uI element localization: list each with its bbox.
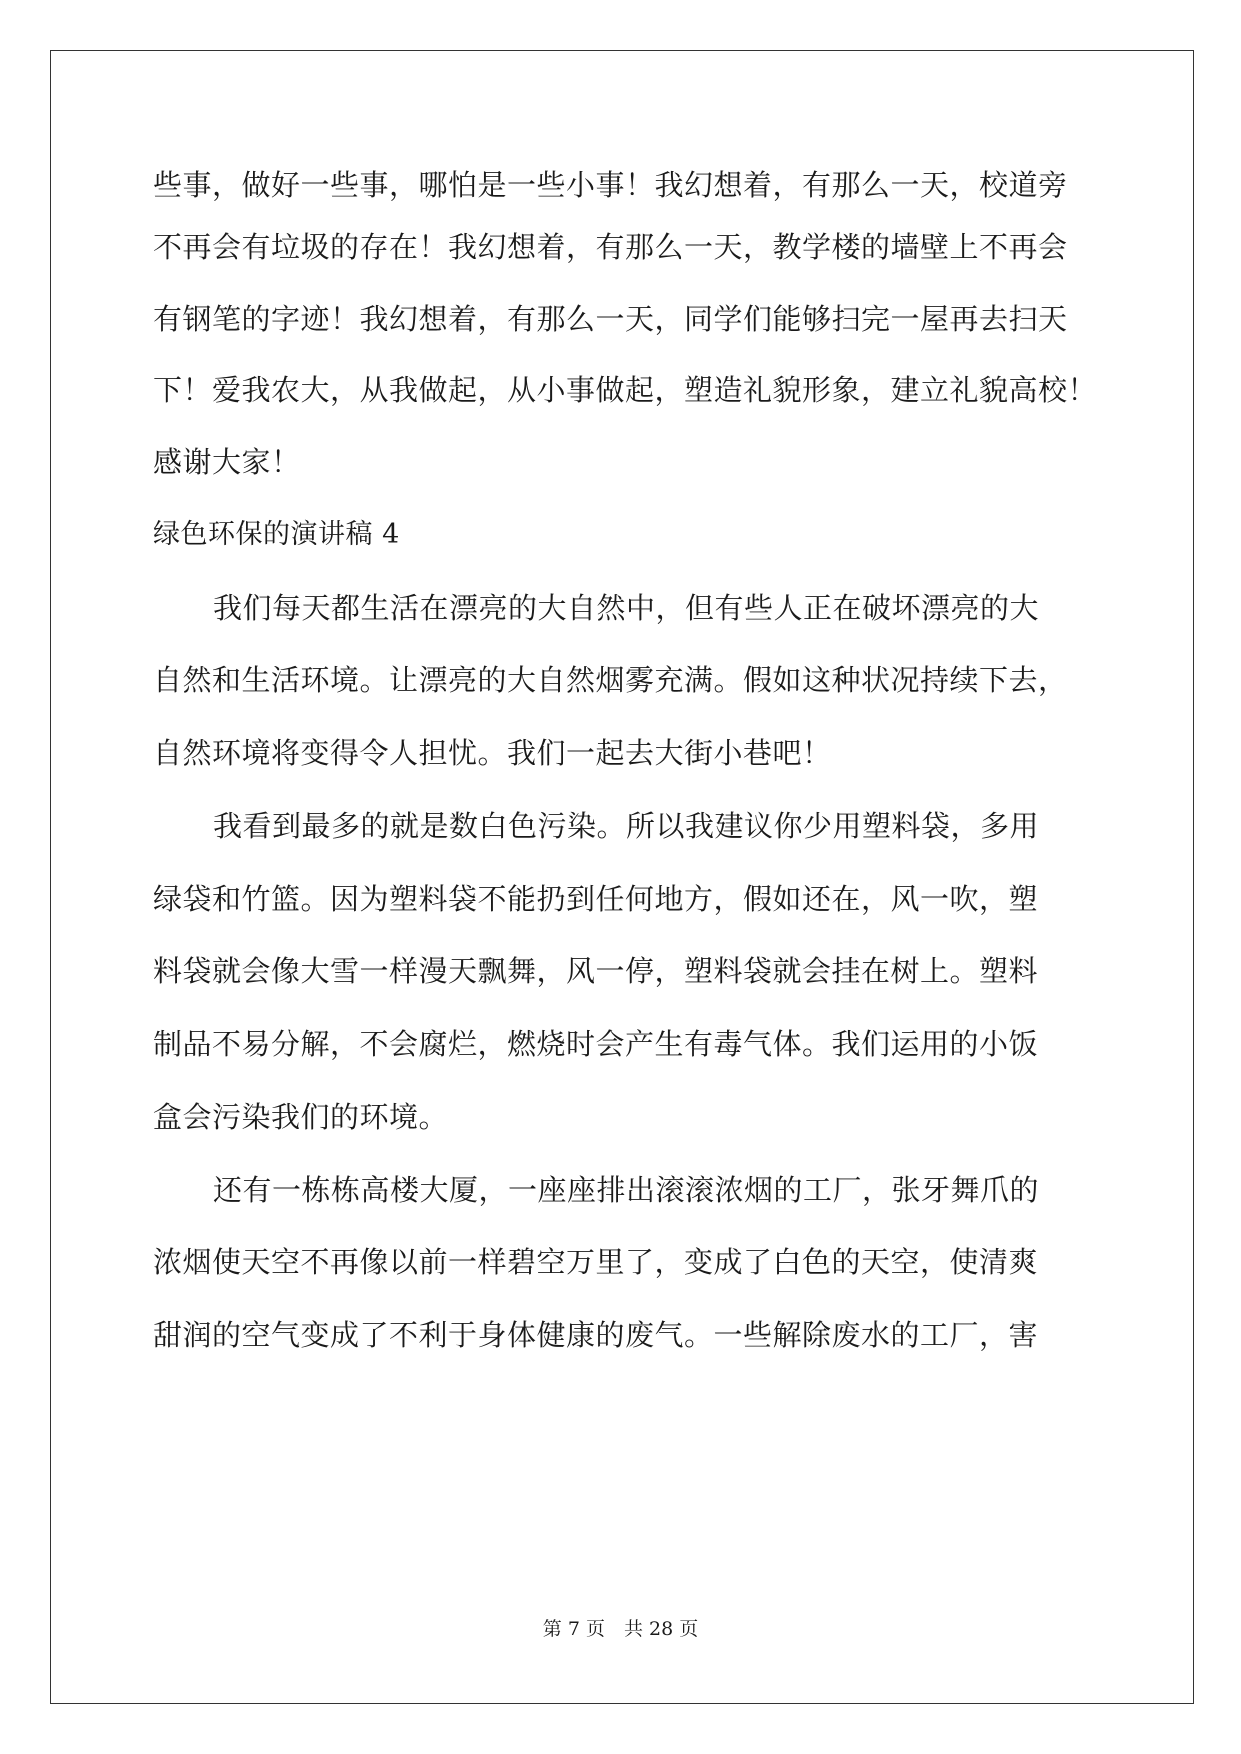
body-line: 下！爱我农大，从我做起，从小事做起，塑造礼貌形象，建立礼貌高校！ — [153, 373, 1098, 407]
body-line: 不再会有垃圾的存在！我幻想着，有那么一天，教学楼的墙壁上不再会 — [153, 230, 1068, 264]
body-line: 甜润的空气变成了不利于身体健康的废气。一些解除废水的工厂，害 — [153, 1318, 1039, 1352]
body-line: 自然和生活环境。让漂亮的大自然烟雾充满。假如这种状况持续下去， — [153, 663, 1068, 697]
body-line: 料袋就会像大雪一样漫天飘舞，风一停，塑料袋就会挂在树上。塑料 — [153, 954, 1039, 988]
body-line: 浓烟使天空不再像以前一样碧空万里了，变成了白色的天空，使清爽 — [153, 1245, 1039, 1279]
paragraph-first-line: 我看到最多的就是数白色污染。所以我建议你少用塑料袋，多用 — [213, 809, 1040, 843]
body-line: 有钢笔的字迹！我幻想着，有那么一天，同学们能够扫完一屋再去扫天 — [153, 302, 1068, 336]
paragraph-first-line: 我们每天都生活在漂亮的大自然中，但有些人正在破坏漂亮的大 — [213, 591, 1040, 625]
body-line: 制品不易分解，不会腐烂，燃烧时会产生有毒气体。我们运用的小饭 — [153, 1027, 1039, 1061]
body-line: 自然环境将变得令人担忧。我们一起去大街小巷吧！ — [153, 736, 832, 770]
paragraph-first-line: 还有一栋栋高楼大厦，一座座排出滚滚浓烟的工厂，张牙舞爪的 — [213, 1173, 1040, 1207]
section-heading: 绿色环保的演讲稿 4 — [153, 519, 400, 550]
body-line: 感谢大家！ — [153, 445, 301, 479]
body-line: 绿袋和竹篮。因为塑料袋不能扔到任何地方，假如还在，风一吹，塑 — [153, 882, 1039, 916]
body-line: 些事，做好一些事，哪怕是一些小事！我幻想着，有那么一天，校道旁 — [153, 168, 1068, 202]
page-number-footer: 第 7 页 共 28 页 — [542, 1618, 699, 1640]
body-line: 盒会污染我们的环境。 — [153, 1100, 449, 1134]
page-border — [50, 50, 1194, 1704]
